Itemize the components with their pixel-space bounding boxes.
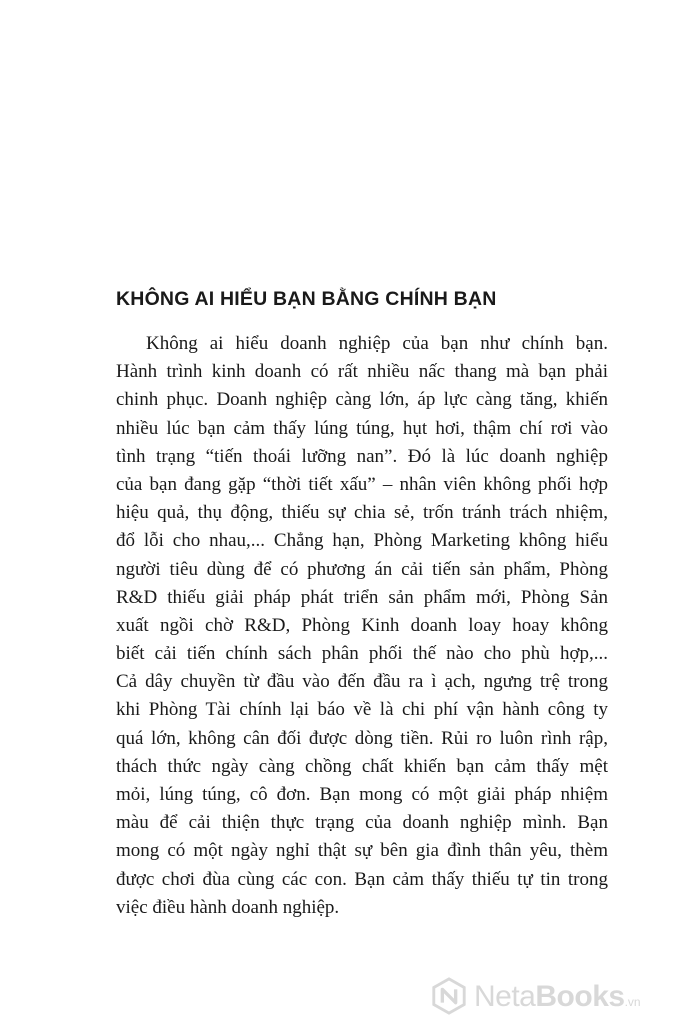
paragraph-line: đổ lỗi cho nhau,... Chẳng hạn, Phòng Marketing không hiểu <box>116 530 608 552</box>
paragraph-line: chinh phục. Doanh nghiệp càng lớn, áp lực càng tăng, khiến <box>116 389 608 411</box>
watermark-suffix: .vn <box>624 995 641 1009</box>
paragraph-line: hiệu quả, thụ động, thiếu sự chia sẻ, trốn tránh trách nhiệm, <box>116 502 608 524</box>
paragraph-line: của bạn đang gặp “thời tiết xấu” – nhân viên không phối hợp <box>116 473 608 495</box>
paragraph-line: nhiều lúc bạn cảm thấy lúng túng, hụt hơi, thậm chí rơi vào <box>116 417 608 439</box>
paragraph-line: R&D thiếu giải pháp phát triển sản phẩm mới, Phòng Sản <box>116 586 608 608</box>
paragraph-line: quá lớn, không cân đối được dòng tiền. Rủi ro luôn rình rập, <box>116 727 608 749</box>
watermark-brand-neta: Neta <box>474 980 536 1013</box>
paragraph-line: xuất ngồi chờ R&D, Phòng Kinh doanh loay hoay không <box>116 614 608 636</box>
paragraph-line: được chơi đùa cùng các con. Bạn cảm thấy thiếu tự tin trong <box>116 868 608 890</box>
section-heading: KHÔNG AI HIỂU BẠN BẰNG CHÍNH BẠN <box>116 288 497 310</box>
paragraph-line: biết cải tiến chính sách phân phối thế nào cho phù hợp,... <box>116 643 608 665</box>
paragraph-line: tình trạng “tiến thoái lưỡng nan”. Đó là lúc doanh nghiệp <box>116 445 608 467</box>
watermark-brand-books: Books <box>535 980 625 1013</box>
paragraph-line: khi Phòng Tài chính lại báo về là chi phí vận hành công ty <box>116 699 608 721</box>
paragraph-line: Cả dây chuyền từ đầu vào đến đầu ra ì ạch, ngưng trệ trong <box>116 671 608 693</box>
paragraph-line: việc điều hành doanh nghiệp. <box>116 896 340 918</box>
paragraph-line: màu để cải thiện thực trạng của doanh nghiệp mình. Bạn <box>116 812 608 834</box>
paragraph-line: Không ai hiểu doanh nghiệp của bạn như chính bạn. <box>146 333 608 354</box>
paragraph-line: Hành trình kinh doanh có rất nhiều nấc thang mà bạn phải <box>116 361 608 383</box>
paragraph-line: mong có một ngày nghỉ thật sự bên gia đình thân yêu, thèm <box>116 840 608 862</box>
watermark-text <box>474 979 641 1020</box>
body-paragraph <box>116 330 608 922</box>
watermark <box>430 975 692 1019</box>
netabooks-logo-icon <box>430 977 468 1015</box>
paragraph-line: mỏi, lúng túng, cô đơn. Bạn mong có một giải pháp nhiệm <box>116 784 608 805</box>
paragraph-line: người tiêu dùng để có phương án cải tiến sản phẩm, Phòng <box>116 558 608 580</box>
paragraph-line: thách thức ngày càng chồng chất khiến bạn cảm thấy mệt <box>116 755 608 777</box>
